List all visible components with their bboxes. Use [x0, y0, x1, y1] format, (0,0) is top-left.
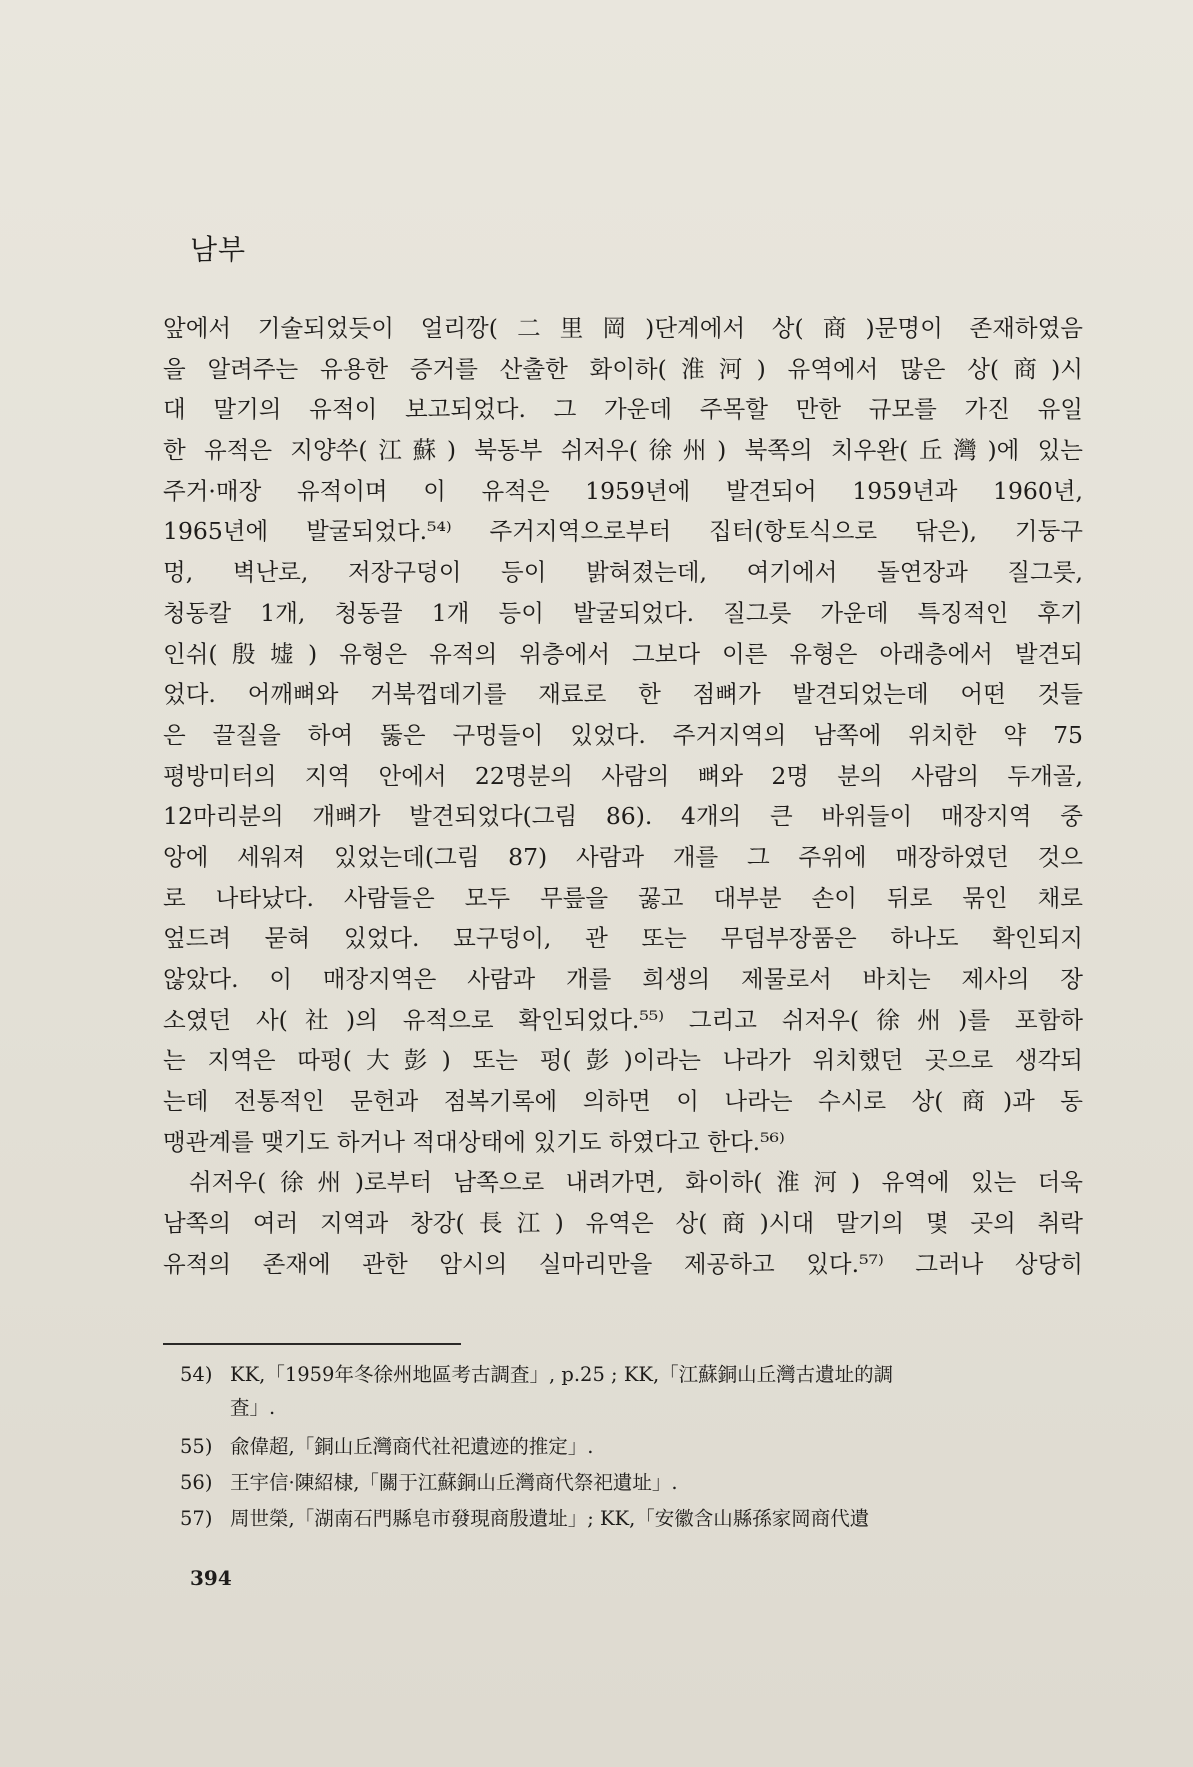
footnote-text: 王宇信·陳紹棣,「關于江蘇銅山丘灣商代祭祀遺址」.: [230, 1471, 678, 1494]
footnote-item: [180, 1465, 1085, 1501]
body-line: 멍, 벽난로, 저장구덩이 등이 밝혀졌는데, 여기에서 돌연장과 질그릇,: [163, 558, 1083, 587]
footnote-item: [180, 1357, 1085, 1393]
footnote-text: 兪偉超,「銅山丘灣商代社祀遺迹的推定」.: [230, 1435, 594, 1458]
body-line: 는데 전통적인 문헌과 점복기록에 의하면 이 나라는 수시로 상(商)과 동: [163, 1087, 1083, 1116]
body-line: 는 지역은 따펑(大彭) 또는 펑(彭)이라는 나라가 위치했던 곳으로 생각되: [163, 1046, 1083, 1075]
body-line: 남쪽의 여러 지역과 창강(長江) 유역은 상(商)시대 말기의 몇 곳의 취락: [163, 1209, 1083, 1238]
footnote-continuation: 査」.: [230, 1396, 276, 1419]
body-line: 청동칼 1개, 청동끌 1개 등이 발굴되었다. 질그릇 가운데 특징적인 후기: [163, 598, 1083, 627]
footnote-number: 57): [180, 1507, 213, 1530]
body-line: 유적의 존재에 관한 암시의 실마리만을 제공하고 있다.⁵⁷⁾ 그러나 상당히: [163, 1249, 1083, 1278]
body-line: 한 유적은 지양쑤(江蘇) 북동부 쉬저우(徐州) 북쪽의 치우완(丘灣)에 있는: [163, 436, 1083, 465]
body-line: 평방미터의 지역 안에서 22명분의 사람의 뼈와 2명 분의 사람의 두개골,: [163, 761, 1083, 790]
body-line: 맹관계를 맺기도 하거나 적대상태에 있기도 하였다고 한다.⁵⁶⁾: [163, 1127, 785, 1156]
body-line: 앙에 세워져 있었는데(그림 87) 사람과 개를 그 주위에 매장하였던 것으: [163, 842, 1083, 871]
body-line: 소였던 사(社)의 유적으로 확인되었다.⁵⁵⁾ 그리고 쉬저우(徐州)를 포함하: [163, 1005, 1083, 1034]
footnote-item: [180, 1429, 1085, 1465]
footnote-text: KK,「1959年冬徐州地區考古調査」, p.25 ; KK,「江蘇銅山丘灣古遺址的調: [230, 1363, 894, 1386]
body-line: 엎드려 묻혀 있었다. 묘구덩이, 관 또는 무덤부장품은 하나도 확인되지: [163, 924, 1083, 953]
page-number: 394: [190, 1566, 232, 1590]
body-line: 었다. 어깨뼈와 거북껍데기를 재료로 한 점뼈가 발견되었는데 어떤 것들: [163, 680, 1083, 709]
body-line: 주거·매장 유적이며 이 유적은 1959년에 발견되어 1959년과 1960년,: [163, 476, 1083, 505]
footnotes: [180, 1357, 1085, 1537]
body-line: 않았다. 이 매장지역은 사람과 개를 희생의 제물로서 바치는 제사의 장: [163, 965, 1083, 993]
body-line: 대 말기의 유적이 보고되었다. 그 가운데 주목할 만한 규모를 가진 유일: [163, 395, 1083, 424]
section-title: 남부: [190, 233, 247, 266]
footnote-item: [180, 1501, 1085, 1537]
footnote-number: 55): [180, 1435, 213, 1458]
body-line: 12마리분의 개뼈가 발견되었다(그림 86). 4개의 큰 바위들이 매장지역 중: [163, 802, 1083, 831]
footnote-text: 周世榮,「湖南石門縣皂市發現商殷遺址」; KK,「安徽含山縣孫家岡商代遺: [230, 1507, 870, 1530]
body-line: 은 끌질을 하여 뚫은 구멍들이 있었다. 주거지역의 남쪽에 위치한 약 75: [163, 720, 1083, 749]
footnote-divider: [163, 1343, 461, 1345]
body-line: 쉬저우(徐州)로부터 남쪽으로 내려가면, 화이하(淮河) 유역에 있는 더욱: [189, 1168, 1083, 1197]
footnote-number: 54): [180, 1363, 213, 1386]
body-line: 을 알려주는 유용한 증거를 산출한 화이하(淮河) 유역에서 많은 상(商)시: [163, 354, 1083, 383]
footnote-number: 56): [180, 1471, 213, 1494]
body-text: [163, 308, 1083, 1285]
body-line: 1965년에 발굴되었다.⁵⁴⁾ 주거지역으로부터 집터(항토식으로 닦은), 기둥구: [163, 517, 1083, 546]
body-line: 로 나타났다. 사람들은 모두 무릎을 꿇고 대부분 손이 뒤로 묶인 채로: [163, 883, 1083, 912]
body-line: 인쉬(殷墟) 유형은 유적의 위층에서 그보다 이른 유형은 아래층에서 발견되: [163, 639, 1083, 668]
body-line: 앞에서 기술되었듯이 얼리깡(二里岡)단계에서 상(商)문명이 존재하였음: [163, 314, 1083, 342]
